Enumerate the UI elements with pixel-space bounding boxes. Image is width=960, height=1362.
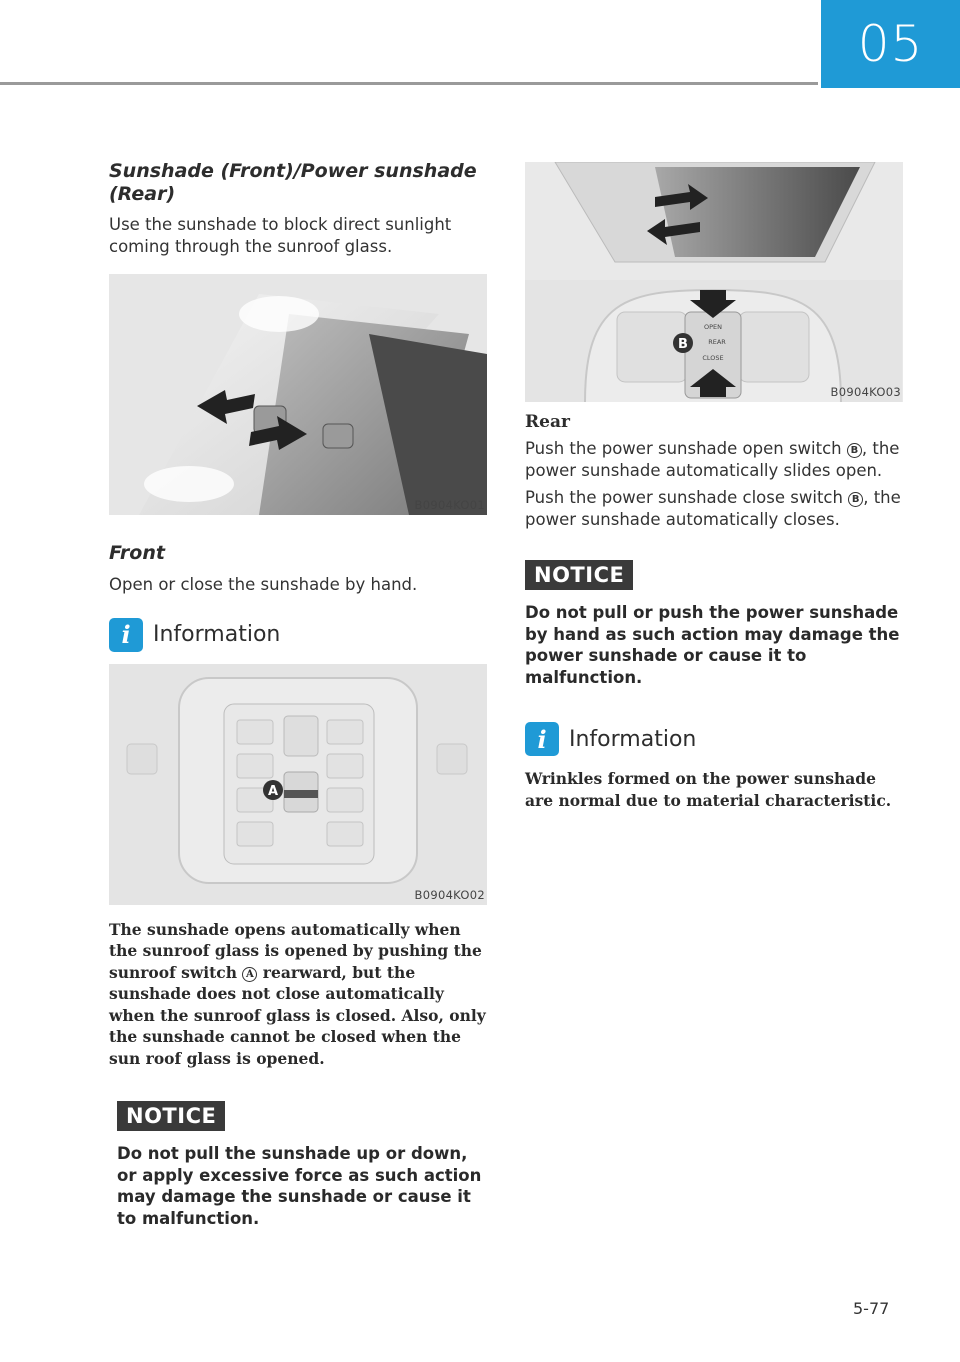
figure-code: B0904KO02 — [414, 887, 485, 902]
information-title: Information — [569, 726, 697, 752]
sunroof-front-illustration — [109, 274, 487, 515]
right-column — [525, 162, 903, 811]
notice-text: Do not pull or push the power sunshade by hand as such action may damage the power sunshade or cause it to malfunction. — [525, 603, 900, 687]
circled-b: B — [848, 492, 863, 507]
intro-text: Use the sunshade to block direct sunlight coming through the sunroof glass. — [109, 215, 452, 256]
info-text: Wrinkles formed on the power sunshade are normal due to material characteristic. — [525, 769, 892, 810]
label-b: B — [678, 337, 688, 352]
front-heading: Front — [109, 542, 165, 564]
figure-rear-sunshade — [525, 162, 903, 402]
rear-sunshade-illustration — [525, 162, 902, 402]
information-title: Information — [153, 622, 281, 647]
figure-sunroof-front — [109, 274, 487, 515]
notice-badge: NOTICE — [525, 560, 633, 590]
circled-a: A — [242, 967, 257, 982]
label-a: A — [267, 783, 279, 799]
notice-badge: NOTICE — [117, 1101, 225, 1131]
figure-code: B0904KO01 — [414, 498, 485, 512]
notice-block — [117, 1101, 487, 1131]
info-text: The sunshade opens automatically when the sunroof glass is opened by pushing the sunroof switch A rearward, but the sunshade does not close automatically when the sunroof glass is closed. Also, only the sunshade cannot be closed when the sun roof glass is opened. — [109, 919, 486, 1068]
information-heading — [109, 618, 487, 652]
btn-open-label: OPEN — [703, 323, 723, 331]
rear-open-text: Push the power sunshade open switch B , the power sunshade automatically slides open. — [525, 439, 900, 480]
front-text: Open or close the sunshade by hand. — [109, 575, 418, 594]
chapter-tab: 05 — [821, 0, 960, 88]
section-title: Sunshade (Front)/Power sunshade (Rear) — [109, 160, 477, 205]
information-heading — [525, 722, 903, 756]
btn-rear-label: REAR — [708, 338, 726, 346]
notice-block — [525, 560, 903, 590]
left-column — [109, 160, 487, 1229]
rear-close-text: Push the power sunshade close switch B , the power sunshade automatically closes. — [525, 488, 901, 529]
btn-close-label: CLOSE — [702, 354, 724, 362]
circled-b: B — [847, 443, 862, 458]
figure-code: B0904KO03 — [830, 385, 901, 399]
notice-text: Do not pull the sunshade up or down, or apply excessive force as such action may damage the sunshade or cause it to malfunction. — [117, 1144, 482, 1228]
information-icon: i — [109, 618, 143, 652]
page-number: 5-77 — [853, 1299, 890, 1318]
header-rule — [0, 82, 818, 85]
overhead-console-illustration — [109, 664, 487, 905]
figure-overhead-console — [109, 664, 487, 905]
information-icon: i — [525, 722, 559, 756]
rear-heading: Rear — [525, 412, 570, 432]
